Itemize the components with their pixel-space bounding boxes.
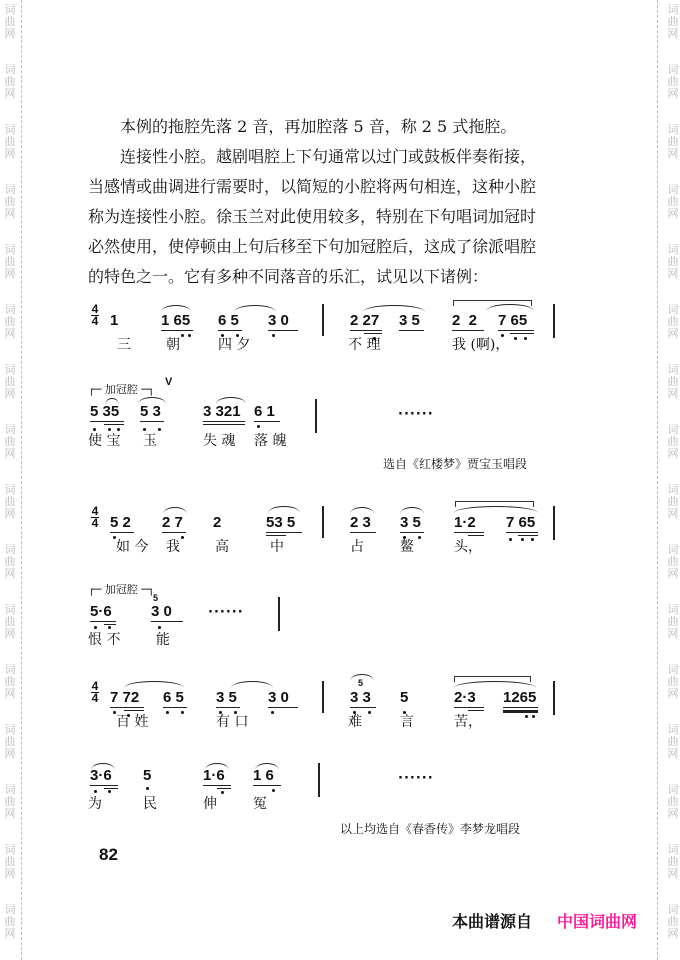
paragraph-1: 本例的拖腔先落 2 音，再加腔落 5 音，称 2 5 式拖腔。: [120, 117, 517, 136]
grace-note: 5: [153, 593, 159, 603]
barline: [553, 304, 555, 338]
lyric: 有 口: [216, 714, 249, 730]
credit-label: 本曲谱源自: [452, 912, 533, 931]
score-2-line-1: [88, 492, 558, 562]
watermark-text: 词 曲 网: [4, 123, 16, 160]
note: 7 65: [506, 514, 536, 531]
note: 5 2: [110, 514, 131, 531]
barline: [315, 399, 317, 433]
watermark-text: 词 曲 网: [667, 663, 679, 700]
note: 3 0: [151, 603, 172, 620]
lyric: 四 夕: [218, 337, 251, 353]
note: 7 72: [110, 689, 140, 706]
paragraph-2-line-3: 称为连接性小腔。徐玉兰对此使用较多，特别在下句唱词加冠时: [88, 207, 537, 226]
lyric: 我 (啊)，: [452, 337, 510, 353]
note: 5: [400, 689, 409, 706]
watermark-text: 词 曲 网: [667, 363, 679, 400]
source-attribution-1: 选自《红楼梦》贾宝玉唱段: [383, 457, 528, 471]
lyric: 难: [348, 714, 362, 730]
note: 1265: [503, 689, 537, 706]
lyric: 我: [166, 539, 180, 555]
time-signature: 4 4: [91, 504, 99, 530]
watermark-text: 词 曲 网: [667, 543, 679, 580]
lyric: 言: [400, 714, 414, 730]
note: 3 5: [400, 514, 421, 531]
source-attribution-2: 以上均选自《春香传》李梦龙唱段: [340, 822, 521, 836]
note: 1 6: [253, 767, 274, 784]
note: 5·6: [90, 603, 112, 620]
barline: [322, 681, 324, 713]
watermark-text: 词 曲 网: [4, 723, 16, 760]
note: 2 3: [350, 514, 371, 531]
lyric: 能: [156, 632, 170, 648]
watermark-text: 词 曲 网: [667, 243, 679, 280]
watermark-text: 词 曲 网: [667, 843, 679, 880]
lyric: 头，: [454, 539, 482, 555]
lyric: 占: [350, 539, 364, 555]
watermark-text: 词 曲 网: [667, 483, 679, 520]
ellipsis: ······: [398, 407, 434, 422]
lyric: 苦，: [454, 714, 482, 730]
lyric: 冤: [253, 796, 267, 812]
note: 3·6: [90, 767, 112, 784]
note: 5: [143, 767, 152, 784]
lyric: 中: [270, 539, 284, 555]
lyric: 鳌: [400, 539, 414, 555]
lyric: 恨 不: [88, 632, 121, 648]
note: 2 27: [350, 312, 380, 329]
lyric: 失 魂: [203, 433, 236, 449]
watermark-text: 词 曲 网: [4, 843, 16, 880]
watermark-text: 词 曲 网: [4, 783, 16, 820]
time-signature: 4 4: [91, 679, 99, 705]
ellipsis: ······: [208, 605, 244, 620]
paragraph-2-line-2: 当感情或曲调进行需要时，以简短的小腔将两句相连，这种小腔: [88, 177, 537, 196]
note: 2 7: [162, 514, 183, 531]
note: 5 35: [90, 403, 120, 420]
watermark-text: 词 曲 网: [667, 423, 679, 460]
watermark-text: 词 曲 网: [667, 303, 679, 340]
note: 3 5: [216, 689, 237, 706]
jiaguanqiang-label: ┌─ 加冠腔 ─┐: [88, 383, 155, 396]
watermark-text: 词 曲 网: [4, 363, 16, 400]
lyric: 朝: [166, 337, 180, 353]
page-number: 82: [99, 845, 118, 864]
paragraph-2-line-4: 必然使用，使停顿由上句后移至下句加冠腔后，这成了徐派唱腔: [88, 237, 537, 256]
note: 3 3: [350, 689, 371, 706]
watermark-text: 词 曲 网: [4, 423, 16, 460]
barline: [278, 597, 280, 631]
note: 6 1: [254, 403, 275, 420]
watermark-text: 词 曲 网: [4, 603, 16, 640]
barline: [322, 506, 324, 538]
lyric: 不 理: [348, 337, 381, 353]
ellipsis: ······: [398, 771, 434, 786]
lyric: 民: [143, 796, 157, 812]
lyric: 如 今: [116, 539, 149, 555]
grace-note: 5: [358, 678, 364, 688]
score-1-line-1: [88, 290, 558, 360]
note: 3 0: [268, 689, 289, 706]
barline: [318, 763, 320, 797]
note: 5 3: [140, 403, 161, 420]
watermark-text: 词 曲 网: [4, 663, 16, 700]
watermark-text: 词 曲 网: [667, 603, 679, 640]
lyric: 高: [215, 539, 229, 555]
site-name-link[interactable]: 中国词曲网: [557, 912, 638, 931]
note: 6 5: [218, 312, 239, 329]
note: 3 321: [203, 403, 241, 420]
watermark-text: 词 曲 网: [667, 783, 679, 820]
score-1-line-2: [88, 377, 558, 467]
note: 1 65: [161, 312, 191, 329]
note: 2: [213, 514, 222, 531]
watermark-text: 词 曲 网: [4, 243, 16, 280]
watermark-text: 词 曲 网: [4, 63, 16, 100]
watermark-text: 词 曲 网: [4, 543, 16, 580]
left-watermark: [0, 0, 22, 960]
watermark-text: 词 曲 网: [4, 303, 16, 340]
right-watermark: [657, 0, 679, 960]
watermark-text: 词 曲 网: [4, 183, 16, 220]
barline: [553, 506, 555, 540]
paragraph-2-line-1: 连接性小腔。越剧唱腔上下句通常以过门或鼓板伴奏衔接，: [120, 147, 537, 166]
note: 2·3: [454, 689, 476, 706]
lyric: 伸: [203, 796, 217, 812]
barline: [553, 681, 555, 715]
note: 53 5: [266, 514, 296, 531]
note: 6 5: [163, 689, 184, 706]
lyric: 玉: [143, 433, 157, 449]
note: 3 5: [399, 312, 420, 329]
breath-mark: V: [165, 376, 173, 388]
note: 1·6: [203, 767, 225, 784]
score-2-line-2: [88, 577, 558, 657]
watermark-text: 词 曲 网: [667, 123, 679, 160]
lyric: 落 魄: [254, 433, 287, 449]
note: 7 65: [498, 312, 528, 329]
watermark-text: 词 曲 网: [4, 903, 16, 940]
note: 3 0: [268, 312, 289, 329]
lyric: 三: [117, 337, 131, 353]
lyric: 百 姓: [116, 714, 149, 730]
jiaguanqiang-label: ┌─ 加冠腔 ─┐: [88, 583, 155, 596]
note: 1: [110, 312, 119, 329]
barline: [322, 304, 324, 336]
watermark-text: 词 曲 网: [4, 483, 16, 520]
watermark-text: 词 曲 网: [667, 723, 679, 760]
watermark-text: 词 曲 网: [667, 183, 679, 220]
time-signature: 4 4: [91, 302, 99, 328]
lyric: 为: [88, 796, 102, 812]
watermark-text: 词 曲 网: [667, 3, 679, 40]
note: 1·2: [454, 514, 476, 531]
watermark-text: 词 曲 网: [667, 903, 679, 940]
lyric: 使 宝: [88, 433, 121, 449]
watermark-text: 词 曲 网: [4, 3, 16, 40]
watermark-text: 词 曲 网: [667, 63, 679, 100]
paragraph-2-line-5: 的特色之一。它有多种不同落音的乐汇，试见以下诸例：: [88, 267, 489, 286]
intro-paragraph: [88, 112, 558, 292]
score-3-line-1: [88, 667, 558, 737]
note: 2 2: [452, 312, 478, 329]
